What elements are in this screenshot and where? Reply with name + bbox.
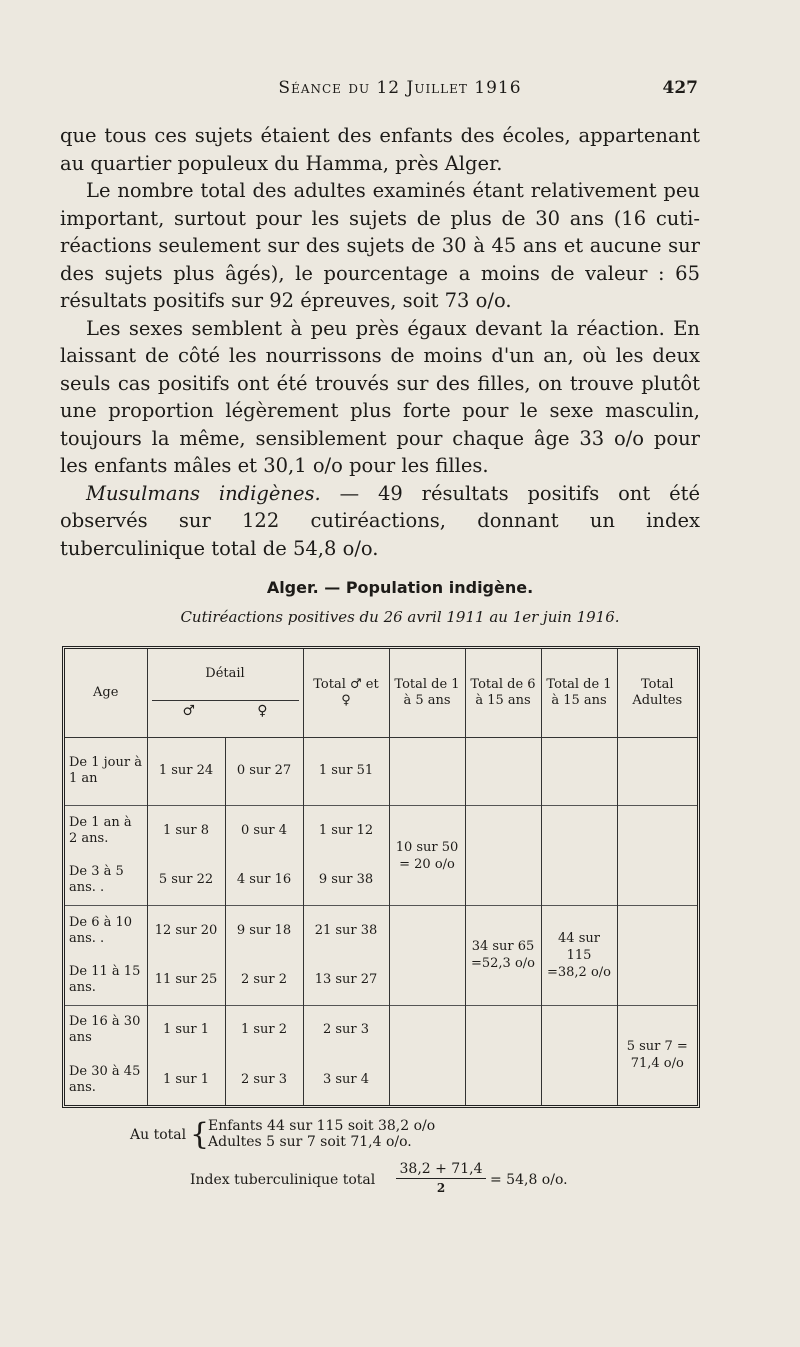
table-subcaption: Cutiréactions positives du 26 avril 1911 au 1er juin 1916. — [180, 608, 620, 626]
total-cell: 2 sur 3 — [303, 1005, 389, 1055]
total-1-5-cell — [389, 737, 465, 806]
female-cell: 9 sur 18 — [225, 906, 303, 956]
index-formula — [190, 1160, 610, 1196]
index-label: Index tuberculinique total — [190, 1172, 376, 1188]
table-row — [65, 737, 697, 806]
female-symbol: ♀ — [257, 703, 268, 720]
total-cell: 1 sur 12 — [303, 806, 389, 856]
header-total-1-15: Total de 1 à 15 ans — [541, 649, 617, 737]
page-number: 427 — [662, 78, 698, 98]
table-body — [65, 737, 697, 1105]
total-1-15-cell — [541, 806, 617, 906]
age-cell: De 11 à 15 ans. — [69, 964, 141, 996]
female-cell: 2 sur 2 — [225, 955, 303, 1005]
total-adults-cell — [617, 906, 697, 1006]
total-6-15-cell — [465, 806, 541, 906]
total-1-15-cell — [541, 737, 617, 806]
female-cell: 2 sur 3 — [225, 1055, 303, 1105]
index-result: = 54,8 o/o. — [490, 1172, 568, 1188]
paragraph: Le nombre total des adultes examinés étant relativement peu important, surtout pour les sujets de plus de 30 ans (16 cuti-réactions seulement sur des sujets de 30 à 45 ans et aucune sur des sujets plus âgés), le pourcentage a moins de valeur : 65 résultats positifs sur 92 épreuves, soit 73 o/o. — [60, 179, 700, 312]
header-total-1-5: Total de 1 à 5 ans — [389, 649, 465, 737]
male-cell: 1 sur 8 — [147, 806, 225, 856]
running-title: Séance du 12 Juillet 1916 — [278, 78, 522, 98]
total-cell: 3 sur 4 — [303, 1055, 389, 1105]
table-row — [65, 806, 697, 856]
male-cell: 1 sur 1 — [147, 1055, 225, 1105]
male-cell: 12 sur 20 — [147, 906, 225, 956]
header-detail-label: Détail — [205, 666, 245, 682]
male-cell: 1 sur 1 — [147, 1005, 225, 1055]
total-6-15-cell: 34 sur 65 =52,3 o/o — [465, 906, 541, 1006]
brace-glyph: { — [190, 1117, 210, 1152]
total-cell: 13 sur 27 — [303, 955, 389, 1005]
paragraph: que tous ces sujets étaient des enfants des écoles, appartenant au quartier populeux du Hamma, près Alger. — [60, 124, 700, 175]
age-cell: De 3 à 5 ans. . — [69, 864, 124, 896]
totals-label: Au total — [130, 1127, 187, 1143]
body-text — [60, 122, 700, 562]
total-cell: 1 sur 51 — [303, 737, 389, 806]
female-cell: 1 sur 2 — [225, 1005, 303, 1055]
total-adults-cell: 5 sur 7 = 71,4 o/o — [617, 1005, 697, 1105]
table-caption: Alger. — Population indigène. — [266, 578, 534, 597]
age-cell: De 6 à 10 ans. . — [65, 906, 147, 956]
header-total-mf: Total ♂ et ♀ — [303, 649, 389, 737]
totals-children: Enfants 44 sur 115 soit 38,2 o/o — [208, 1118, 436, 1134]
paragraph-text: — 49 résultats positifs ont été observés sur 122 cutiréactions, donnant un index tuberculinique total de 54,8 o/o. — [60, 481, 700, 560]
total-1-5-cell — [389, 1005, 465, 1105]
age-cell: De 30 à 45 ans. — [69, 1064, 141, 1096]
header-total-6-15: Total de 6 à 15 ans — [465, 649, 541, 737]
sex-subheaders — [152, 700, 299, 719]
total-1-15-cell — [541, 1005, 617, 1105]
table-row — [65, 906, 697, 956]
female-cell: 0 sur 4 — [225, 806, 303, 856]
fraction — [396, 1160, 486, 1197]
male-cell: 11 sur 25 — [147, 955, 225, 1005]
total-adults-cell — [617, 806, 697, 906]
male-symbol: ♂ — [182, 703, 196, 720]
data-table — [62, 646, 700, 1108]
age-cell: De 1 jour à 1 an — [65, 737, 147, 806]
age-cell: De 1 an à 2 ans. — [65, 806, 147, 856]
total-adults-cell — [617, 737, 697, 806]
male-cell: 5 sur 22 — [147, 856, 225, 906]
total-1-5-cell: 10 sur 50 = 20 o/o — [389, 806, 465, 906]
paragraph: Les sexes semblent à peu près égaux devant la réaction. En laissant de côté les nourrissons de moins d'un an, où les deux seuls cas positifs ont été trouvés sur des filles, on trouve plutôt une proportion légèrement plus forte pour le sexe masculin, toujours la même, sensiblement pour chaque âge 33 o/o pour les enfants mâles et 30,1 o/o pour les filles. — [60, 316, 700, 477]
totals-lines — [208, 1118, 548, 1150]
italic-lead: Musulmans indigènes. — [86, 481, 321, 505]
age-cell: De 16 à 30 ans — [65, 1005, 147, 1055]
fraction-denominator: 2 — [436, 1181, 446, 1195]
paragraph — [60, 480, 700, 563]
header-total-adults: Total Adultes — [617, 649, 697, 737]
header-detail — [147, 649, 303, 737]
running-header — [0, 78, 800, 108]
total-cell: 9 sur 38 — [303, 856, 389, 906]
table-row — [65, 1005, 697, 1055]
female-cell: 0 sur 27 — [225, 737, 303, 806]
totals-adults: Adultes 5 sur 7 soit 71,4 o/o. — [208, 1134, 412, 1150]
total-1-5-cell — [389, 906, 465, 1006]
female-cell: 4 sur 16 — [225, 856, 303, 906]
total-6-15-cell — [465, 737, 541, 806]
fraction-numerator: 38,2 + 71,4 — [396, 1160, 486, 1179]
total-6-15-cell — [465, 1005, 541, 1105]
header-age: Age — [65, 649, 147, 737]
total-1-15-cell: 44 sur 115 =38,2 o/o — [541, 906, 617, 1006]
male-cell: 1 sur 24 — [147, 737, 225, 806]
total-cell: 21 sur 38 — [303, 906, 389, 956]
